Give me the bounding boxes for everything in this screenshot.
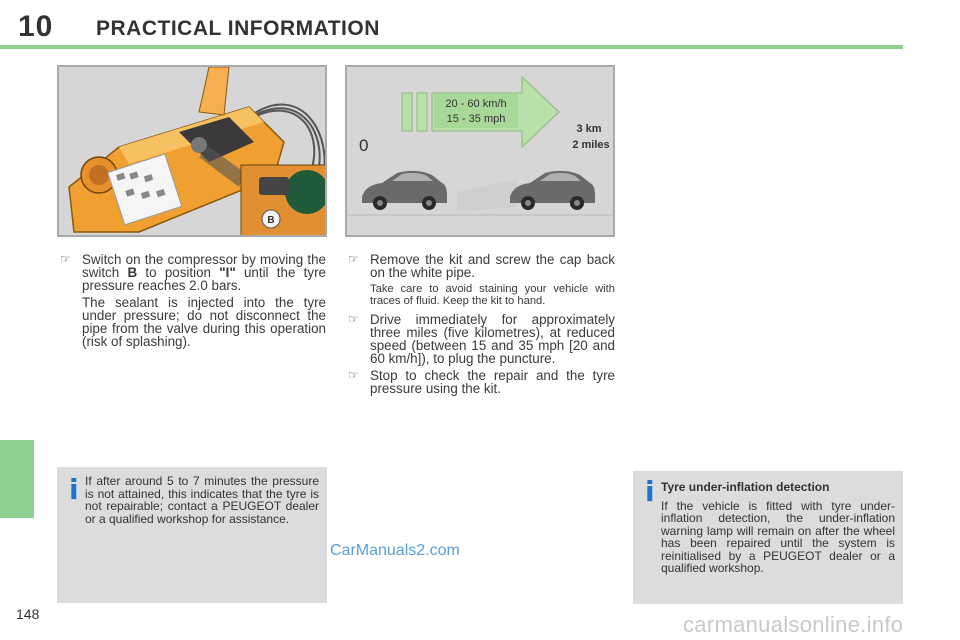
page-title: PRACTICAL INFORMATION xyxy=(96,17,380,40)
speed-mph-label: 15 - 35 mph xyxy=(446,113,506,125)
instructions-left-column xyxy=(60,253,326,352)
instruction-text: Remove the kit and screw the cap back on the white pipe. xyxy=(370,252,615,280)
chapter-number: 10 xyxy=(18,10,54,43)
instruction-text: Drive immediately for approximately three miles (five kilometres), at reduced speed (between 15 and 35 mph [20 and 60 km/h]), to plug the puncture. xyxy=(370,312,615,366)
instructions-right-column xyxy=(348,253,615,399)
pointing-hand-icon: ☞ xyxy=(348,368,359,382)
watermark-carmanuals: CarManuals2.com xyxy=(330,542,460,559)
info-box-underinflation xyxy=(633,471,903,604)
callout-label-b: B xyxy=(267,215,275,226)
header-divider xyxy=(0,45,903,49)
compressor-kit-illustration xyxy=(57,65,327,237)
info-box-pressure xyxy=(57,467,327,603)
info-icon: i xyxy=(69,473,79,506)
pointing-hand-icon: ☞ xyxy=(348,312,359,326)
footer-watermark: carmanualsonline.info xyxy=(683,612,904,637)
instruction-stop-check xyxy=(348,369,615,395)
instruction-remove-kit xyxy=(348,253,615,279)
instruction-drive xyxy=(348,313,615,365)
pointing-hand-icon: ☞ xyxy=(60,252,71,266)
distance-miles-label: 2 miles xyxy=(572,139,610,151)
distance-km-label: 3 km xyxy=(576,123,602,135)
instruction-text: until the tyre pressure reaches 2.0 bars. xyxy=(82,265,326,293)
info-box-title: Tyre under-inflation detection xyxy=(661,480,830,494)
instruction-text: Switch on the compressor by moving the switch xyxy=(82,252,326,280)
instruction-text: Stop to check the repair and the tyre pressure using the kit. xyxy=(370,368,615,396)
chapter-side-tab xyxy=(0,440,34,518)
info-icon: i xyxy=(645,475,655,508)
switch-reference: B xyxy=(127,265,138,280)
sealant-paragraph: The sealant is injected into the tyre under pressure; do not disconnect the pipe from the valve during this operation (risk of splashing). xyxy=(82,295,326,349)
info-box-underinflation-text: If the vehicle is fitted with tyre under-inflation detection, the under-inflation warning lamp will remain on after the wheel has been repaired until the system is reinitialised by a PEUGEOT dealer or a qualified workshop. xyxy=(661,498,895,575)
staining-note: Take care to avoid staining your vehicle with traces of fluid. Keep the kit to hand. xyxy=(370,283,615,307)
driving-distance-illustration xyxy=(345,65,615,237)
instruction-text: to position xyxy=(137,265,220,280)
info-box-underinflation-content xyxy=(661,481,895,575)
speed-kmh-label: 20 - 60 km/h xyxy=(445,98,507,110)
start-label: 0 xyxy=(359,136,369,155)
info-box-pressure-text: If after around 5 to 7 minutes the pressure is not attained, this indicates that the tyre is not repairable; contact a PEUGEOT dealer or a qualified workshop for assistance. xyxy=(85,474,319,526)
instruction-switch-on xyxy=(60,253,326,292)
pointing-hand-icon: ☞ xyxy=(348,252,359,266)
position-reference: "I" xyxy=(219,265,236,280)
page-number: 148 xyxy=(16,606,40,622)
